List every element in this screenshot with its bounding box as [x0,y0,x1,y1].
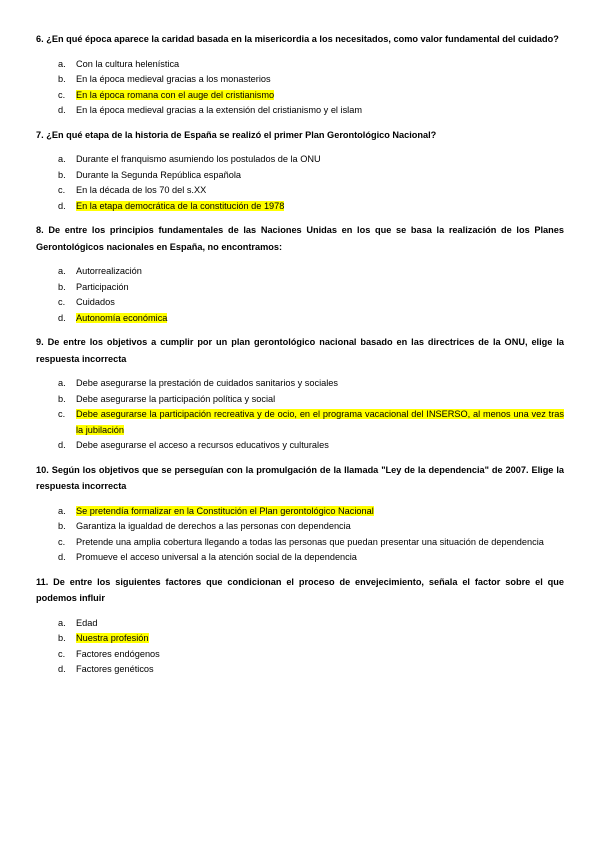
option-letter: c. [58,297,66,307]
question-9 [36,334,564,454]
question-text [36,334,564,367]
option-text-highlighted: Debe asegurarse la participación recreativa y de ocio, en el programa vacacional del INSERSO, al menos una vez tras la jubilación [76,409,564,435]
option-text-wrap [76,631,564,647]
option-text: Con la cultura helenística [76,58,180,69]
option-letter: a. [58,58,66,69]
question-number: 10. [36,464,49,475]
option-text-highlighted: Autonomía económica [76,312,168,323]
option-text-wrap [76,88,564,104]
option-letter: b. [58,521,66,531]
question-10 [36,462,564,566]
option-text: En la época medieval gracias a la extensión del cristianismo y el islam [76,105,362,115]
option-text-wrap [76,438,564,454]
option-letter: d. [58,664,66,674]
question-statement: De entre los principios fundamentales de las Naciones Unidas en los que se basa la realización de los Planes Gerontológicos nacionales en España, no encontramos: [36,225,564,252]
options-list [36,264,564,326]
option-text: Factores endógenos [76,648,160,659]
option-text-wrap [76,199,564,215]
question-8 [36,222,564,326]
option-a [36,152,564,168]
question-number: 9. [36,337,44,347]
option-c [36,295,564,311]
option-d [36,311,564,327]
question-6 [36,31,564,119]
option-c [36,535,564,551]
question-7 [36,127,564,215]
question-statement: Según los objetivos que se perseguían con la promulgación de la llamada "Ley de la dependencia" de 2007. Elige la respuesta incorrecta [36,464,564,491]
quiz-content [36,31,564,686]
question-text [36,574,564,607]
option-text-wrap [76,407,564,438]
option-text-highlighted: En la época romana con el auge del cristianismo [76,89,275,100]
option-d [36,199,564,215]
option-c [36,88,564,104]
question-number: 6. [36,34,44,44]
option-letter: b. [58,633,66,643]
option-letter: c. [58,409,66,419]
option-text: Durante el franquismo asumiendo los postulados de la ONU [76,154,321,164]
option-text-wrap [76,376,564,392]
option-text-wrap [76,72,564,88]
option-letter: b. [58,74,66,84]
option-letter: b. [58,169,66,180]
options-list [36,57,564,119]
option-text-highlighted: Nuestra profesión [76,633,149,643]
option-b [36,392,564,408]
question-statement: De entre los siguientes factores que condicionan el proceso de envejecimiento, señala el factor sobre el que podemos influir [36,576,564,603]
option-text-wrap [76,152,564,168]
option-text: Cuidados [76,297,115,307]
option-letter: c. [58,89,66,100]
option-text-wrap [76,662,564,678]
question-statement: ¿En qué época aparece la caridad basada en la misericordia a los necesitados, como valor fundamental del cuidado? [46,34,559,44]
option-b [36,519,564,535]
option-text-wrap [76,103,564,119]
question-text [36,462,564,495]
option-text: Edad [76,617,98,628]
question-statement: ¿En qué etapa de la historia de España se realizó el primer Plan Gerontológico Nacional? [46,129,437,140]
option-letter: d. [58,440,66,450]
option-letter: d. [58,200,66,211]
option-text-wrap [76,57,564,73]
option-letter: a. [58,378,66,388]
option-letter: a. [58,505,66,516]
question-text [36,127,564,144]
option-a [36,616,564,632]
option-d [36,103,564,119]
options-list [36,616,564,678]
question-11 [36,574,564,678]
option-text-wrap [76,183,564,199]
option-letter: a. [58,154,66,164]
option-b [36,72,564,88]
option-text-wrap [76,280,564,296]
option-letter: c. [58,185,66,195]
option-letter: b. [58,281,66,292]
option-text: Participación [76,281,129,292]
option-text: Durante la Segunda República española [76,169,241,180]
option-letter: b. [58,393,66,404]
option-d [36,662,564,678]
option-text: Debe asegurarse la prestación de cuidados sanitarios y sociales [76,378,338,388]
option-text-wrap [76,392,564,408]
option-a [36,264,564,280]
option-letter: a. [58,617,66,628]
options-list [36,152,564,214]
option-b [36,168,564,184]
options-list [36,376,564,454]
option-text-wrap [76,168,564,184]
option-text: Garantiza la igualdad de derechos a las personas con dependencia [76,521,351,531]
option-text-wrap [76,616,564,632]
question-number: 11. [36,576,49,587]
option-text-wrap [76,519,564,535]
option-letter: d. [58,552,66,562]
option-text: En la época medieval gracias a los monasterios [76,74,271,84]
question-number: 8. [36,225,44,235]
option-letter: c. [58,536,66,547]
option-a [36,376,564,392]
question-number: 7. [36,129,44,140]
option-text: Debe asegurarse el acceso a recursos educativos y culturales [76,440,329,450]
option-text: Autorrealización [76,266,142,276]
option-c [36,407,564,438]
option-d [36,438,564,454]
option-text-wrap [76,550,564,566]
option-d [36,550,564,566]
option-text: Promueve el acceso universal a la atención social de la dependencia [76,552,357,562]
option-text: Debe asegurarse la participación política y social [76,393,276,404]
option-letter: c. [58,648,66,659]
option-text-wrap [76,264,564,280]
option-c [36,183,564,199]
question-text [36,222,564,255]
option-text: Factores genéticos [76,664,154,674]
option-a [36,504,564,520]
option-a [36,57,564,73]
option-b [36,631,564,647]
option-text: En la década de los 70 del s.XX [76,185,207,195]
option-text-wrap [76,504,564,520]
question-statement: De entre los objetivos a cumplir por un plan gerontológico nacional basado en las directrices de la ONU, elige la respuesta incorrecta [36,337,564,364]
options-list [36,504,564,566]
question-text [36,31,564,48]
option-b [36,280,564,296]
option-text-wrap [76,295,564,311]
option-text-wrap [76,311,564,327]
option-text-wrap [76,647,564,663]
option-text-wrap [76,535,564,551]
option-letter: a. [58,266,66,276]
option-text-highlighted: En la etapa democrática de la constitución de 1978 [76,200,285,211]
option-c [36,647,564,663]
option-letter: d. [58,105,66,115]
option-letter: d. [58,312,66,323]
option-text: Pretende una amplia cobertura llegando a todas las personas que puedan presentar una situación de dependencia [76,536,544,547]
option-text-highlighted: Se pretendía formalizar en la Constitución el Plan gerontológico Nacional [76,505,374,516]
